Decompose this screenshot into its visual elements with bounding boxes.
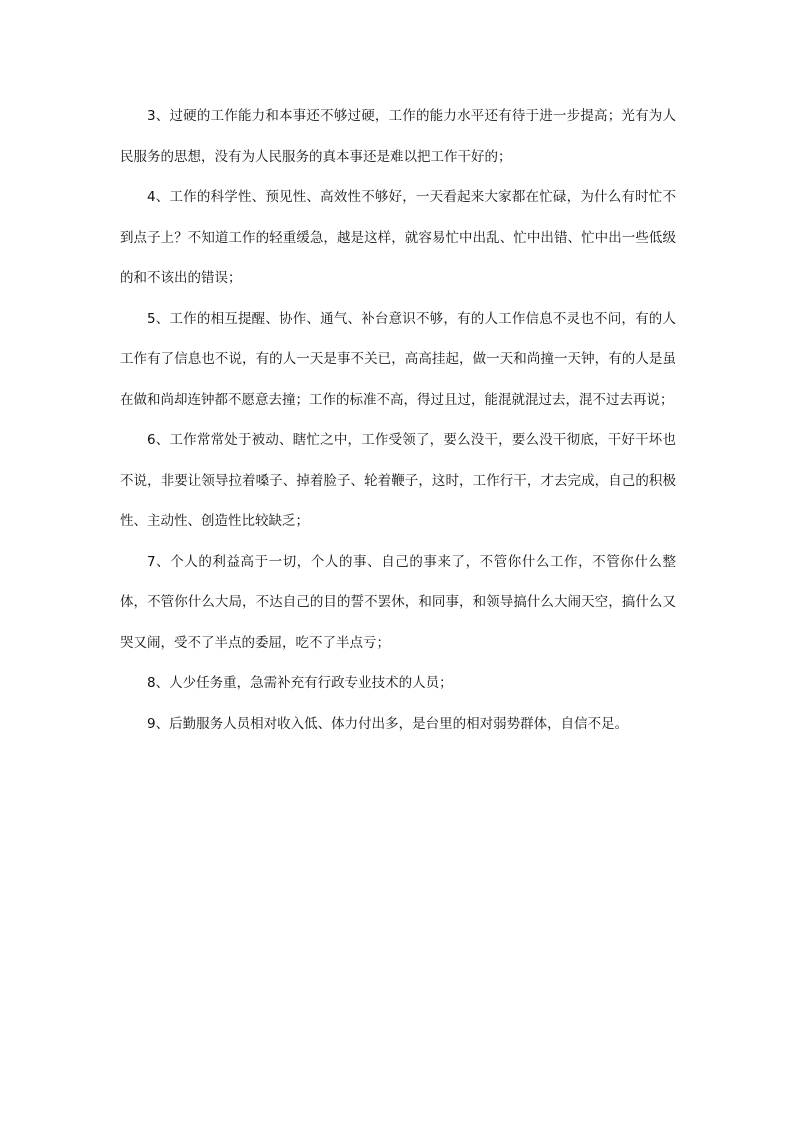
- paragraph-item-9: 9、后勤服务人员相对收入低、体力付出多，是台里的相对弱势群体，自信不足。: [147, 715, 629, 732]
- paragraph-item-7: 7、个人的利益高于一切，个人的事、自己的事来了，不管你什么工作，不管你什么整体，不管你什么大局，不达自己的目的誓不罢休，和同事，和领导搞什么大闹天空，搞什么又哭又闹，受不了半点的委屈，吃不了半点亏；: [120, 553, 676, 651]
- paragraph-item-5: 5、工作的相互提醒、协作、通气、补台意识不够，有的人工作信息不灵也不问，有的人工作有了信息也不说，有的人一天是事不关已，高高挂起，做一天和尚撞一天钟，有的人是虽在做和尚却连钟都不愿意去撞；工作的标准不高，得过且过，能混就混过去，混不过去再说；: [120, 310, 676, 408]
- paragraph-item-3: 3、过硬的工作能力和本事还不够过硬，工作的能力水平还有待于进一步提高；光有为人民服务的思想，没有为人民服务的真本事还是难以把工作干好的；: [120, 108, 676, 165]
- document-body: [120, 96, 676, 744]
- paragraph-item-4: 4、工作的科学性、预见性、高效性不够好，一天看起来大家都在忙碌，为什么有时忙不到点子上？不知道工作的轻重缓急，越是这样，就容易忙中出乱、忙中出错、忙中出一些低级的和不该出的错误；: [120, 189, 676, 286]
- paragraph-item-8: 8、人少任务重，急需补充有行政专业技术的人员；: [147, 675, 453, 691]
- paragraph-item-6: 6、工作常常处于被动、瞎忙之中，工作受领了，要么没干，要么没干彻底，干好干坏也不说，非要让领导拉着嗓子、掉着脸子、轮着鞭子，这时，工作行干，才去完成，自己的积极性、主动性、创造性比较缺乏；: [120, 432, 676, 529]
